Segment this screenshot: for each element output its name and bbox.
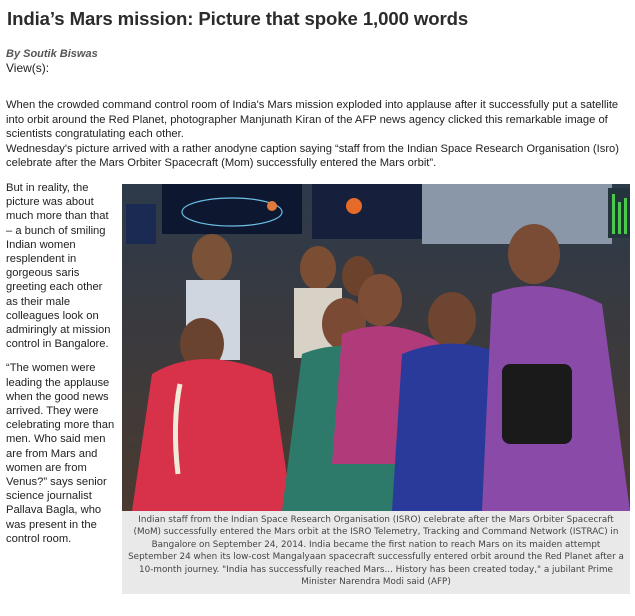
byline[interactable]: By Soutik Biswas: [6, 48, 98, 60]
intro-paragraph: When the crowded command control room of India's Mars mission exploded into applause after it successfully put a satellite into orbit around the Red Planet, photographer Manjunath Kiran of the AFP news agency clicked this remarkable image of scientists congratulating each other.: [6, 99, 619, 141]
side-column: [6, 181, 116, 556]
views-label: View(s):: [6, 61, 50, 75]
photo-caption: Indian staff from the Indian Space Research Organisation (ISRO) celebrate after the Mars Orbiter Spacecraft (MoM) successfully entered the Mars orbit at the ISRO Telemetry, Tracking and Command Network (ISTRAC) in Bangalore on September 24, 2014. India became the first nation to reach Mars on its maiden attempt September 24 when its low-cost Mangalyaan spacecraft successfully entered orbit around the Red Planet after a 10-month journey. "India has successfully reached Mars... History has been created today," a jubilant Prime Minister Narendra Modi said (AFP): [128, 514, 624, 587]
article: [6, 6, 626, 601]
article-body: [6, 181, 626, 601]
side-paragraph-2: “The women were leading the applause when the good news arrived. They were celebrating more than men. Who said men are from Mars and women are from Venus?” says senior science journalist Pallava Bagla, who was present in the control room.: [6, 362, 115, 545]
caption-paragraph: Wednesday's picture arrived with a rather anodyne caption saying “staff from the Indian Space Research Organisation (Isro) celebrate after the Mars Orbiter Spacecraft (Mom) successfully entered the Mars orbit”.: [6, 142, 620, 170]
celebration-photo: [122, 184, 630, 511]
photo-figure: [122, 184, 630, 594]
article-title: India’s Mars mission: Picture that spoke 1,000 words: [7, 8, 469, 29]
screen-left: [126, 204, 156, 244]
screen-mars: [312, 184, 422, 239]
side-paragraph-1: But in reality, the picture was about much more than that – a bunch of smiling Indian women resplendent in gorgeous saris greeting each other as their male colleagues look on admiringly at mission control in Bangalore.: [6, 181, 111, 351]
